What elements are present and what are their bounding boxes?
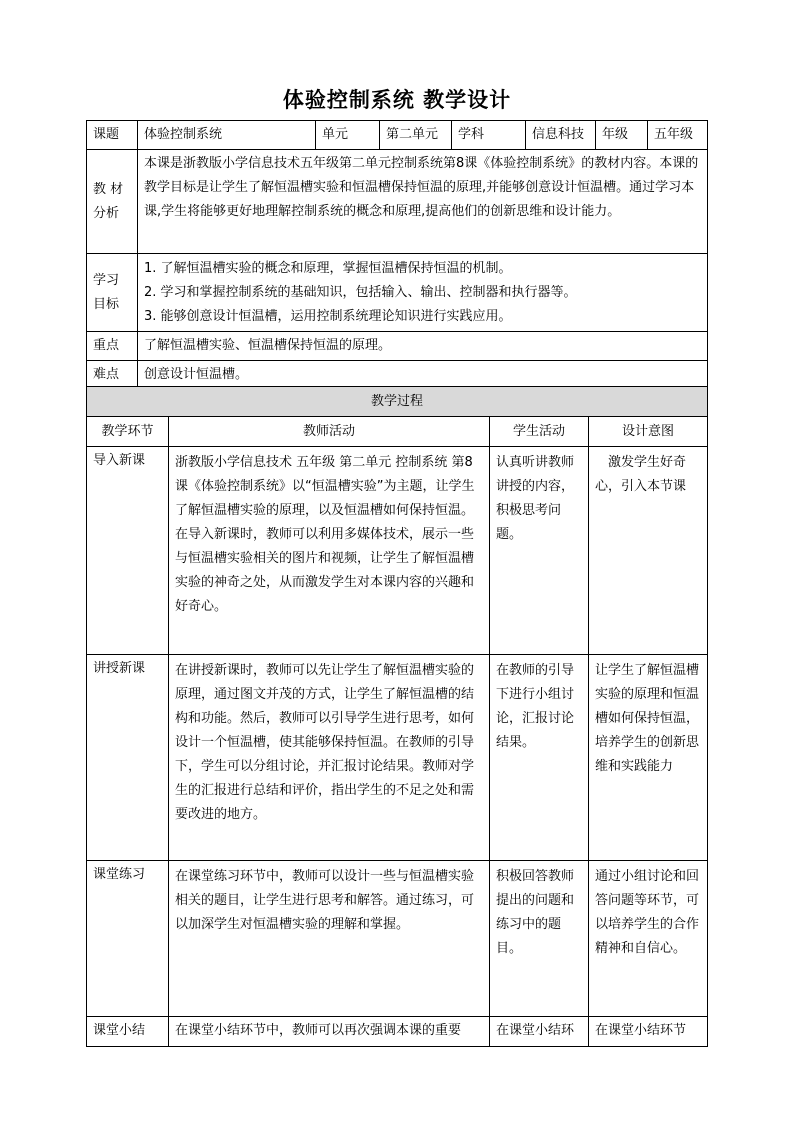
stage-cell: 导入新课 [87, 447, 169, 655]
goal-item: 1. 了解恒温槽实验的概念和原理，掌握恒温槽保持恒温的机制。 [144, 260, 512, 276]
teacher-cell: 浙教版小学信息技术 五年级 第二单元 控制系统 第8课《体验控制系统》以“恒温槽实验”为主题，让学生了解恒温槽实验的原理，以及恒温槽如何保持恒温。在导入新课时，教师可以利用多媒体技术，展示一些与恒温槽实验相关的图片和视频，让学生了解恒温槽实验的神奇之处，从而激发学生对本课内容的兴趣和好奇心。 [169, 447, 490, 655]
teacher-cell: 在讲授新课时，教师可以先让学生了解恒温槽实验的原理，通过图文并茂的方式，让学生了解恒温槽的结构和功能。然后，教师可以引导学生进行思考，如何设计一个恒温槽，使其能够保持恒温。在教师的引导下，学生可以分组讨论，并汇报讨论结果。教师对学生的汇报进行总结和评价，指出学生的不足之处和需要改进的地方。 [169, 655, 490, 861]
column-header: 教师活动 [169, 417, 490, 447]
grade-label: 年级 [596, 121, 648, 150]
process-table [86, 386, 708, 1047]
column-header: 学生活动 [490, 417, 589, 447]
course-value: 体验控制系统 [138, 121, 316, 150]
key-point-label: 重点 [87, 332, 138, 361]
column-header: 设计意图 [589, 417, 708, 447]
analysis-label: 教 材 分析 [87, 150, 138, 254]
unit-value: 第二单元 [380, 121, 452, 150]
page-title: 体验控制系统 教学设计 [282, 88, 512, 112]
table-row [87, 447, 708, 655]
difficulty-label: 难点 [87, 361, 138, 390]
grade-value: 五年级 [648, 121, 708, 150]
intent-cell: 通过小组讨论和回答问题等环节，可以培养学生的合作精神和自信心。 [589, 861, 708, 1017]
analysis-text: 本课是浙教版小学信息技术五年级第二单元控制系统第8课《体验控制系统》的教材内容。本课的教学目标是让学生了解恒温槽实验和恒温槽保持恒温的原理,并能够创意设计恒温槽。通过学习本课,学生将能够更好地理解控制系统的概念和原理,提高他们的创新思维和设计能力。 [138, 150, 708, 254]
teacher-cell: 在课堂小结环节中，教师可以再次强调本课的重要 [169, 1017, 490, 1047]
goals-list [138, 254, 708, 332]
student-cell: 认真听讲教师讲授的内容，积极思考问题。 [490, 447, 589, 655]
table-row [87, 655, 708, 861]
key-point-text: 了解恒温槽实验、恒温槽保持恒温的原理。 [138, 332, 708, 361]
difficulty-text: 创意设计恒温槽。 [138, 361, 708, 390]
column-header: 教学环节 [87, 417, 169, 447]
table-row [87, 861, 708, 1017]
subject-label: 学科 [452, 121, 526, 150]
stage-cell: 课堂小结 [87, 1017, 169, 1047]
goal-item: 2. 学习和掌握控制系统的基础知识，包括输入、输出、控制器和执行器等。 [144, 284, 577, 300]
student-cell: 在教师的引导下进行小组讨论，汇报讨论结果。 [490, 655, 589, 861]
intent-cell: 激发学生好奇心，引入本节课 [589, 447, 708, 655]
table-row [87, 1017, 708, 1047]
goals-label: 学习 目标 [87, 254, 138, 332]
stage-cell: 讲授新课 [87, 655, 169, 861]
intent-cell: 在课堂小结环节 [589, 1017, 708, 1047]
teacher-cell: 在课堂练习环节中，教师可以设计一些与恒温槽实验相关的题目，让学生进行思考和解答。通过练习，可以加深学生对恒温槽实验的理解和掌握。 [169, 861, 490, 1017]
stage-cell: 课堂练习 [87, 861, 169, 1017]
unit-label: 单元 [316, 121, 380, 150]
process-header: 教学过程 [87, 387, 708, 417]
info-table [86, 120, 708, 390]
student-cell: 积极回答教师提出的问题和练习中的题目。 [490, 861, 589, 1017]
intent-cell: 让学生了解恒温槽实验的原理和恒温槽如何保持恒温，培养学生的创新思维和实践能力 [589, 655, 708, 861]
goal-item: 3. 能够创意设计恒温槽，运用控制系统理论知识进行实践应用。 [144, 308, 512, 324]
course-label: 课题 [87, 121, 138, 150]
subject-value: 信息科技 [526, 121, 596, 150]
student-cell: 在课堂小结环 [490, 1017, 589, 1047]
